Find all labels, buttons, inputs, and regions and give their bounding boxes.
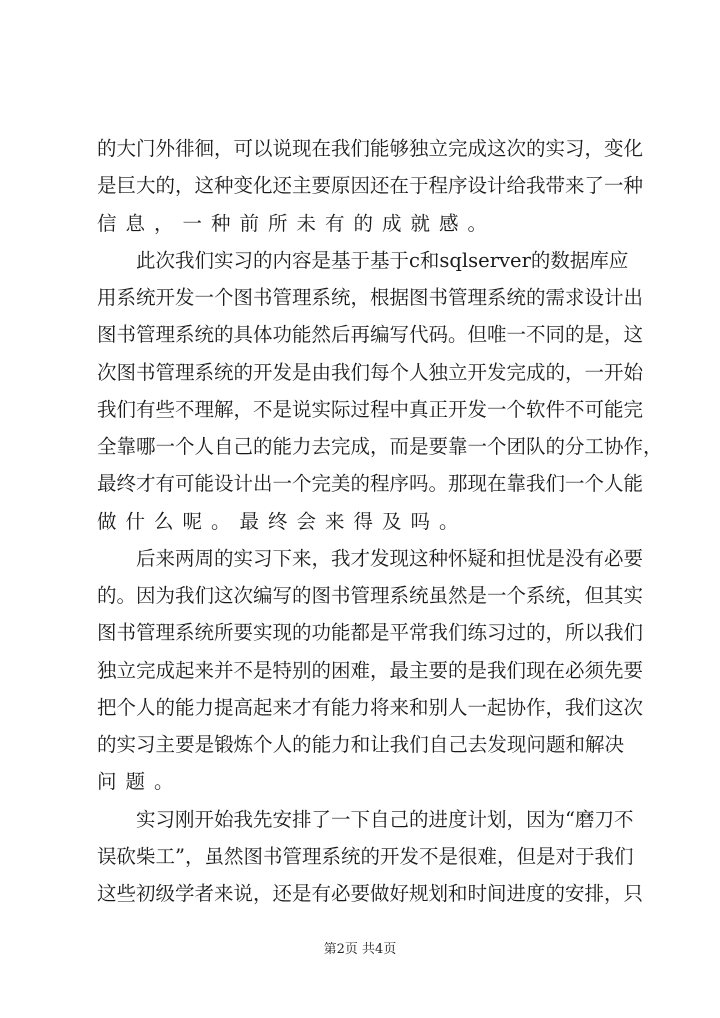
text-line: 的。因为我们这次编写的图书管理系统虽然是一个系统，但其实 <box>97 584 644 607</box>
paragraph <box>97 130 644 242</box>
page-footer: 第2页 共4页 <box>323 942 397 957</box>
text-line: 全靠哪一个人自己的能力去完成，而是要靠一个团队的分工协作， <box>97 435 663 458</box>
text-line: 用系统开发一个图书管理系统，根据图书管理系统的需求设计出 <box>97 286 644 309</box>
paragraph <box>97 540 644 801</box>
text-line: 图书管理系统的具体功能然后再编写代码。但唯一不同的是，这 <box>97 323 644 347</box>
text-line: 是巨大的，这种变化还主要原因还在于程序设计给我带来了一种 <box>97 174 644 198</box>
document-body <box>97 130 663 912</box>
text-line: 信息，一种前所未有的成就感。 <box>97 211 497 235</box>
text-line: 独立完成起来并不是特别的困难，最主要的是我们现在必须先要 <box>97 658 644 682</box>
text-line: 后来两周的实习下来，我才发现这种怀疑和担忧是没有必要 <box>136 546 644 570</box>
text-line: 做什么呢。最终会来得及吗。 <box>97 509 468 533</box>
text-line: 次图书管理系统的开发是由我们每个人独立开发完成的，一开始 <box>97 360 644 384</box>
text-line: 的大门外徘徊，可以说现在我们能够独立完成这次的实习，变化 <box>97 137 644 160</box>
text-line: 图书管理系统所要实现的功能都是平常我们练习过的，所以我们 <box>97 621 644 645</box>
text-line: 这些初级学者来说，还是有必要做好规划和时间进度的安排，只 <box>97 882 644 905</box>
text-line: 把个人的能力提高起来才有能力将来和别人一起协作，我们这次 <box>97 695 644 719</box>
text-line: 最终才有可能设计出一个完美的程序吗。那现在靠我们一个人能 <box>97 472 644 496</box>
text-line: 误砍柴工”，虽然图书管理系统的开发不是很难，但是对于我们 <box>97 844 634 868</box>
text-line: 实习刚开始我先安排了一下自己的进度计划，因为“磨刀不 <box>136 807 634 831</box>
paragraph <box>97 801 644 913</box>
paragraph <box>97 242 663 540</box>
text-line: 我们有些不理解，不是说实际过程中真正开发一个软件不可能完 <box>97 397 644 421</box>
text-line: 此次我们实习的内容是基于基于c和sqlserver的数据库应 <box>136 248 629 272</box>
text-line: 问题。 <box>97 770 183 794</box>
text-line: 的实习主要是锻炼个人的能力和让我们自己去发现问题和解决 <box>97 733 624 756</box>
